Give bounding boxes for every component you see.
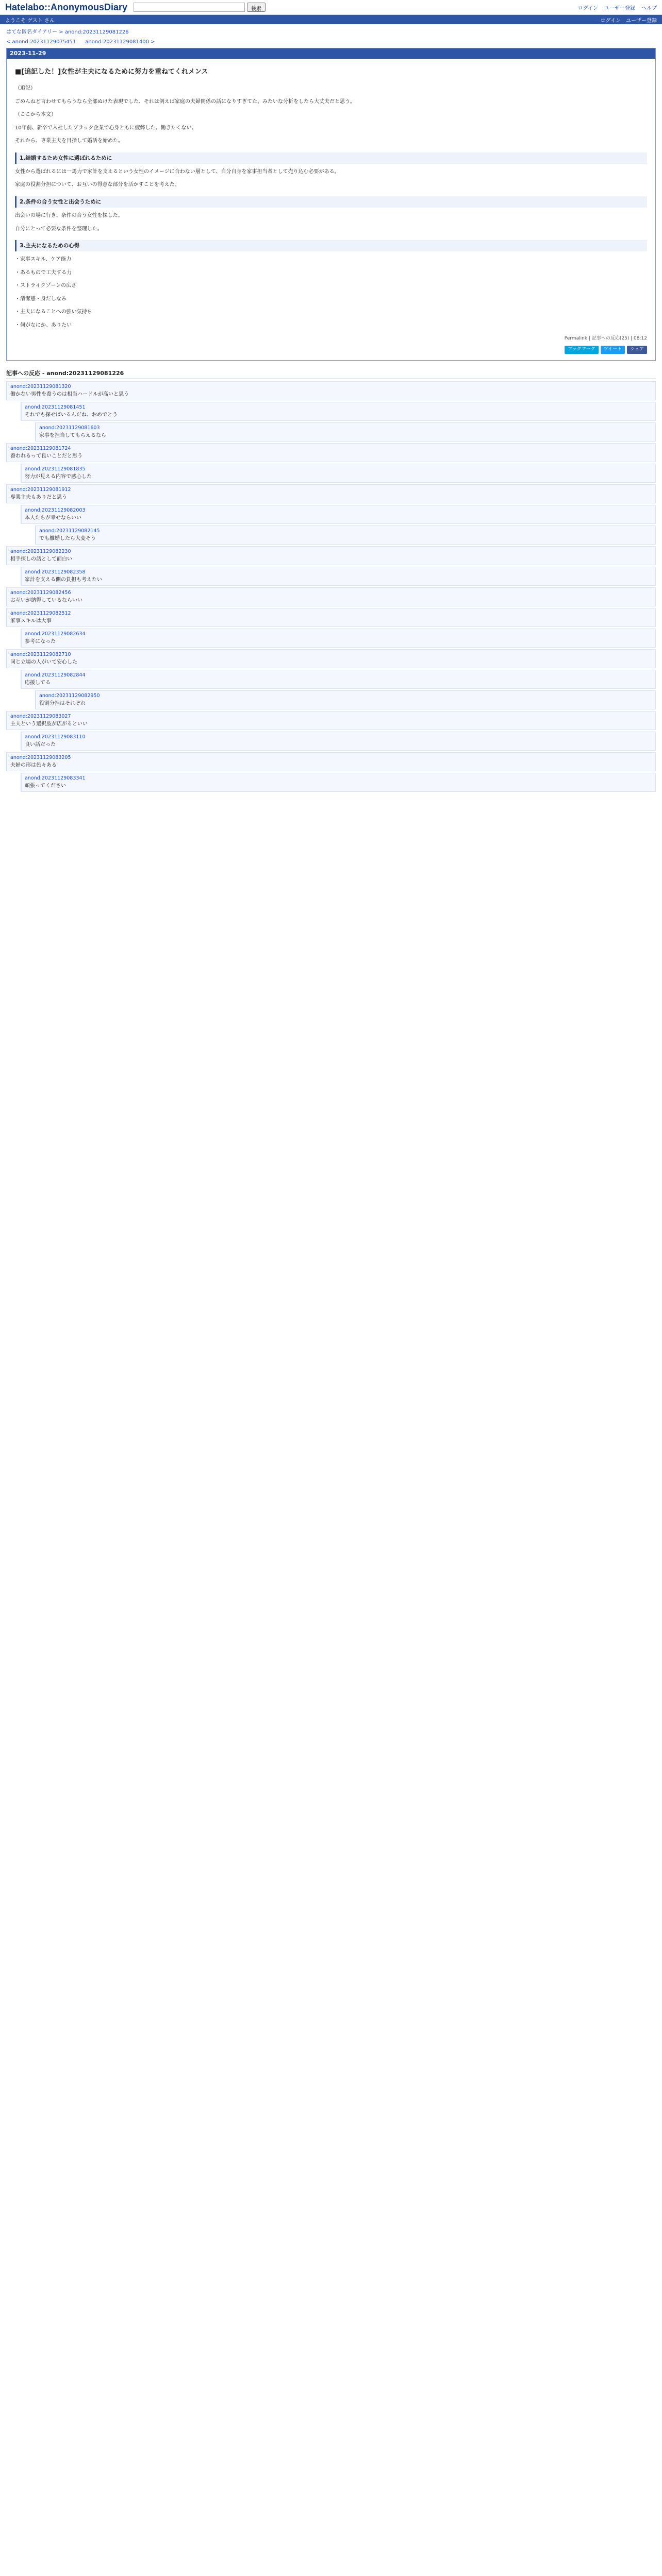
comment-item <box>7 711 656 730</box>
prev-entry-link[interactable]: < anond:20231129075451 <box>6 39 76 45</box>
top-links <box>578 4 657 11</box>
next-entry-link[interactable]: anond:20231129081400 > <box>85 39 155 45</box>
comment-item <box>21 629 656 648</box>
comment-item <box>7 381 656 400</box>
section-paragraph: 家庭の役割分担について、お互いの得意な部分を活かすことを考えた。 <box>15 182 180 188</box>
comment-id-link[interactable]: anond:20231129081451 <box>25 404 86 411</box>
comment-item <box>7 546 656 565</box>
nav-login-link[interactable]: ログイン <box>600 18 621 24</box>
comment-item <box>7 587 656 606</box>
comment-item <box>36 526 656 545</box>
comment-text: 本人たちが幸せならいい <box>25 515 81 521</box>
search-box <box>134 3 266 12</box>
comment-item <box>21 773 656 792</box>
comment-text: 頑張ってください <box>25 783 66 789</box>
comment-text: 良い話だった <box>25 741 56 748</box>
diary-entry <box>6 48 656 361</box>
section-heading: 3.主夫になるための心得 <box>15 240 647 251</box>
section-paragraph: 女性から選ばれるには一馬力で家計を支えるという女性のイメージに合わない層として、自分自身を家事担当者として売り込む必要がある。 <box>15 168 340 175</box>
bookmark-button[interactable]: ブックマーク <box>565 346 598 354</box>
comment-node <box>21 505 656 524</box>
comment-node <box>21 629 656 648</box>
comment-text: 役割分担はそれぞれ <box>39 700 86 706</box>
section-paragraph: 出会いの場に行き、条件の合う女性を探した。 <box>15 213 123 219</box>
comment-text: 夫婦の形は色々ある <box>10 762 57 768</box>
comment-item <box>36 422 656 442</box>
nav-right <box>601 16 657 24</box>
comment-node <box>21 402 656 421</box>
comment-id-link[interactable]: anond:20231129083341 <box>25 775 86 782</box>
comment-item <box>7 649 656 668</box>
share-button[interactable]: シェア <box>627 346 647 354</box>
comment-node <box>35 690 656 709</box>
comment-item <box>7 608 656 627</box>
comment-list <box>6 381 656 792</box>
section-paragraph: ・何がなにか、ありたい <box>15 322 72 328</box>
comment-item <box>21 567 656 586</box>
comment-node <box>6 546 656 565</box>
comment-node <box>6 443 656 462</box>
comment-text: 働かない男性を養うのは相当ハードルが高いと思う <box>10 391 129 397</box>
comment-node <box>6 587 656 606</box>
comment-id-link[interactable]: anond:20231129082512 <box>10 611 71 617</box>
entry-nav <box>0 38 662 48</box>
section-paragraph: ・清潔感・身だしなみ <box>15 296 67 302</box>
section-paragraph: 自分にとって必要な条件を整理した。 <box>15 226 103 232</box>
entry-date: 2023-11-29 <box>7 48 655 59</box>
comment-text: 応援してる <box>25 680 51 686</box>
comment-node <box>21 670 656 689</box>
entry-paragraph: それから、専業主夫を目指して婚活を始めた。 <box>15 138 123 144</box>
entry-paragraph: ごめんねど言わせてもらうなら全部ぬけた表現でした、それは例えば家庭の夫婦関係の話になりすぎてた、みたいな分析をしたら大丈夫だと思う。 <box>15 98 355 105</box>
section-paragraph: ・家事スキル、ケア能力 <box>15 257 72 263</box>
section-heading: 2.条件の合う女性と出会うために <box>15 196 647 208</box>
comment-item <box>7 752 656 771</box>
comment-text: 参考になった <box>25 638 56 645</box>
top-link-login[interactable]: ログイン <box>577 5 598 11</box>
comment-node <box>35 422 656 442</box>
welcome-text: ようこそ ゲスト さん <box>5 18 55 24</box>
comment-id-link[interactable]: anond:20231129081724 <box>10 446 71 452</box>
comment-id-link[interactable]: anond:20231129082634 <box>25 631 86 637</box>
comment-node <box>21 464 656 483</box>
comment-node <box>6 649 656 668</box>
tweet-button[interactable]: ツイート <box>601 346 625 354</box>
comment-node <box>21 732 656 751</box>
top-link-help[interactable]: ヘルプ <box>641 5 657 11</box>
comment-node <box>35 526 656 545</box>
top-bar <box>0 0 662 15</box>
search-input[interactable] <box>134 3 245 12</box>
comment-text: それでも探せばいるんだね、おめでとう <box>25 412 118 418</box>
search-button[interactable]: 検索 <box>247 3 266 12</box>
comment-id-link[interactable]: anond:20231129081912 <box>10 487 71 493</box>
nav-register-link[interactable]: ユーザー登録 <box>626 18 657 24</box>
breadcrumb-link[interactable]: はてな匿名ダイアリー > anond:20231129081226 <box>6 29 129 35</box>
section-paragraph: ・ストライクゾーンの広さ <box>15 283 77 289</box>
comment-id-link[interactable]: anond:20231129081603 <box>39 425 100 431</box>
comment-text: お互いが納得しているならいい <box>10 597 82 603</box>
section-heading: 1.結婚するため女性に選ばれるために <box>15 152 647 164</box>
comment-node <box>6 608 656 627</box>
comment-text: 同じ立場の人がいて安心した <box>10 659 77 665</box>
comment-id-link[interactable]: anond:20231129082358 <box>25 569 86 575</box>
comment-item <box>21 732 656 751</box>
comment-id-link[interactable]: anond:20231129082230 <box>10 549 71 555</box>
comment-text: 主夫という選択肢が広がるといい <box>10 721 88 727</box>
entry-paragraph: （ここから本文） <box>15 112 56 118</box>
comment-text: 家計を支える側の負担も考えたい <box>25 577 102 583</box>
comment-item <box>21 505 656 524</box>
comment-id-link[interactable]: anond:20231129082456 <box>10 590 71 596</box>
comment-id-link[interactable]: anond:20231129083205 <box>10 755 71 761</box>
comment-node <box>21 567 656 586</box>
comment-text: 家事スキルは大事 <box>10 618 52 624</box>
share-bar <box>15 346 647 354</box>
entry-paragraph: （追記） <box>15 86 36 92</box>
entry-title: ■[追記した！]女性が主夫になるために努力を重ねてくれメンス <box>15 68 208 76</box>
references-heading: 記事への反応 - anond:20231129081226 <box>6 369 656 379</box>
comment-node <box>6 381 656 400</box>
comment-id-link[interactable]: anond:20231129082950 <box>39 693 100 699</box>
comment-id-link[interactable]: anond:20231129082710 <box>10 652 71 658</box>
comment-id-link[interactable]: anond:20231129082145 <box>39 528 100 534</box>
comment-text: でも離婚したら大変そう <box>39 535 96 541</box>
comment-id-link[interactable]: anond:20231129083027 <box>10 714 71 720</box>
comment-text: 専業主夫もありだと思う <box>10 494 67 500</box>
nav-bar <box>0 15 662 24</box>
comment-id-link[interactable]: anond:20231129081835 <box>25 466 86 472</box>
site-logo[interactable]: Hatelabo::AnonymousDiary <box>5 2 128 12</box>
comment-node <box>21 773 656 792</box>
comment-node <box>6 752 656 771</box>
comment-text: 努力が見える内容で感心した <box>25 473 92 480</box>
breadcrumb <box>0 24 662 38</box>
top-link-register[interactable]: ユーザー登録 <box>604 5 635 11</box>
section-paragraph: ・あるもので工夫する力 <box>15 269 72 276</box>
comment-item <box>36 690 656 709</box>
comment-text: 相手探しの話として面白い <box>10 556 72 562</box>
entry-body <box>7 59 655 360</box>
comment-id-link[interactable]: anond:20231129082003 <box>25 507 86 514</box>
section-paragraph: ・主夫になることへの強い気持ち <box>15 309 92 315</box>
comment-id-link[interactable]: anond:20231129081320 <box>10 384 71 390</box>
comment-item <box>7 443 656 462</box>
comment-item <box>7 484 656 503</box>
comment-text: 養われるって良いことだと思う <box>10 453 82 459</box>
entry-paragraph: 10年前、新卒で入社したブラック企業で心身ともに疲弊した。働きたくない。 <box>15 125 197 131</box>
comment-item <box>21 402 656 421</box>
comment-item <box>21 670 656 689</box>
comment-id-link[interactable]: anond:20231129082844 <box>25 672 86 679</box>
comment-id-link[interactable]: anond:20231129083110 <box>25 734 86 740</box>
entry-footer: Permalink | 記事への反応(25) | 08:12 <box>564 336 647 342</box>
comment-text: 家事を担当してもらえるなら <box>39 432 106 438</box>
comment-node <box>6 484 656 503</box>
comment-node <box>6 711 656 730</box>
comment-item <box>21 464 656 483</box>
